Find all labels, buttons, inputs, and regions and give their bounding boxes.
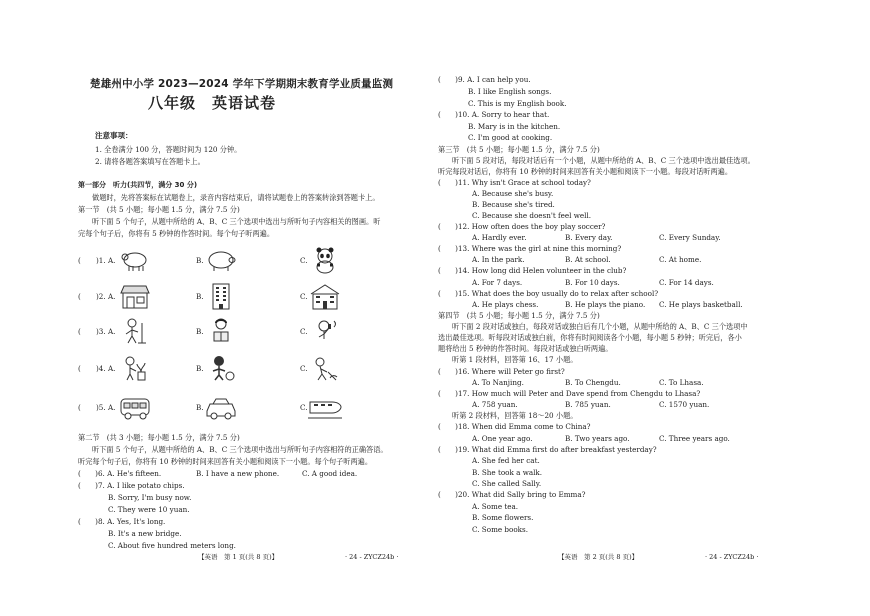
- option-label-b: B.: [196, 327, 204, 336]
- section3-desc: 听完每段对话后，你将有 10 秒钟的时间来回答有关小题和阅读下一小题。每段对话听两遍。: [438, 167, 733, 176]
- option-label-c: C.: [300, 256, 308, 265]
- option-c: C. To Lhasa.: [659, 378, 704, 387]
- option-b: B. It's a new bridge.: [108, 529, 182, 538]
- section4-desc: 听下面 2 段对话或独白，每段对话或独白后有几个小题，从题中所给的 A、B、C 三个选项中: [452, 322, 748, 331]
- question-6: ( )6. A. He's fifteen.: [78, 469, 162, 478]
- option-a: A. To Nanjing.: [472, 378, 524, 387]
- option-c: C. 1570 yuan.: [659, 400, 710, 409]
- section2-title: 第二节 (共 3 小题；每小题 1.5 分，满分 7.5 分): [78, 433, 240, 442]
- option-label-c: C.: [300, 292, 308, 301]
- option-label-b: B.: [196, 292, 204, 301]
- question-10: ( )10. A. Sorry to hear that.: [438, 110, 550, 119]
- girl-on-phone-icon: [308, 317, 342, 345]
- car-icon: [204, 393, 238, 421]
- answer-paren: (: [78, 403, 81, 412]
- section1-title: 第一节 (共 5 小题；每小题 1.5 分，满分 7.5 分): [78, 205, 240, 214]
- option-b: B. Sorry, I'm busy now.: [108, 493, 192, 502]
- option-c: C. I'm good at cooking.: [468, 133, 553, 142]
- option-b: B. Two years ago.: [565, 434, 630, 443]
- answer-paren: (: [78, 256, 81, 265]
- material-2: 听第 2 段材料，回答第 18～20 小题。: [452, 411, 578, 420]
- girl-with-plant-icon: [118, 354, 152, 382]
- option-b: B. To Chengdu.: [565, 378, 621, 387]
- section2-desc: 听下面 5 个句子，从题中所给的 A、B、C 三个选项中选出与所听句子内容相符的正确答语。: [92, 445, 388, 454]
- page-footer: 【英语 第 2 页(共 8 页)】: [558, 553, 639, 561]
- apartment-building-icon: [204, 282, 238, 310]
- notice-heading: 注意事项：: [95, 131, 133, 140]
- option-a: A. Some tea.: [472, 502, 519, 511]
- exam-title: 楚雄州中小学 2023—2024 学年下学期期末教育学业质量监测: [90, 78, 394, 90]
- exam-subtitle: 八年级 英语试卷: [148, 94, 277, 112]
- question-9: ( )9. A. I can help you.: [438, 75, 531, 84]
- question-7: ( )7. A. I like potato chips.: [78, 481, 185, 490]
- question-number: )5. A.: [96, 403, 116, 412]
- option-a: A. In the park.: [472, 255, 525, 264]
- option-c: C. About five hundred meters long.: [108, 541, 236, 550]
- question-17: ( )17. How much will Peter and Dave spend from Chengdu to Lhasa?: [438, 389, 701, 398]
- option-b: B. I have a new phone.: [196, 469, 280, 478]
- option-c: C. They were 10 yuan.: [108, 505, 190, 514]
- section4-title: 第四节 (共 5 小题；每小题 1.5 分，满分 7.5 分): [438, 311, 600, 320]
- option-c: C. He plays basketball.: [659, 300, 743, 309]
- option-c: C. At home.: [659, 255, 702, 264]
- page-right: [435, 0, 870, 616]
- option-a: A. For 7 days.: [472, 278, 523, 287]
- option-c: C. This is my English book.: [468, 99, 567, 108]
- option-c: C. Because she doesn't feel well.: [472, 211, 592, 220]
- part1-intro: 做题时，先将答案标在试题卷上，录音内容结束后，请将试题卷上的答案转涂到答题卡上。: [92, 193, 380, 202]
- option-label-b: B.: [196, 364, 204, 373]
- section2-desc: 听完每个句子后，你将有 10 秒钟的时间来回答有关小题和阅读下一小题。每个句子听两遍。: [78, 457, 373, 466]
- option-b: B. Some flowers.: [472, 513, 534, 522]
- option-b: B. For 10 days.: [565, 278, 620, 287]
- section1-desc: 完每个句子后，你将有 5 秒钟的作答时间。每个句子听两遍。: [78, 229, 275, 238]
- question-number: )2. A.: [96, 292, 116, 301]
- option-a: A. Hardly ever.: [472, 233, 527, 242]
- option-b: B. At school.: [565, 255, 611, 264]
- question-12: ( )12. How often does the boy play soccer?: [438, 222, 606, 231]
- child-with-ball-icon: [204, 354, 238, 382]
- question-15: ( )15. What does the boy usually do to relax after school?: [438, 289, 659, 298]
- option-a: A. He plays chess.: [472, 300, 539, 309]
- page-code: · 24 - ZYCZ24b ·: [705, 553, 759, 561]
- option-a: A. One year ago.: [472, 434, 533, 443]
- question-8: ( )8. A. Yes, It's long.: [78, 517, 166, 526]
- question-16: ( )16. Where will Peter go first?: [438, 367, 565, 376]
- girl-reading-icon: [204, 317, 238, 345]
- section4-desc: 题将给出 5 秒钟的作答时间。每段对话或独白听两遍。: [438, 344, 613, 353]
- page-code: · 24 - ZYCZ24b ·: [345, 553, 399, 561]
- section3-title: 第三节 (共 5 小题；每小题 1.5 分，满分 7.5 分): [438, 145, 600, 154]
- option-a: A. She fed her cat.: [472, 456, 540, 465]
- question-14: ( )14. How long did Helen volunteer in the club?: [438, 266, 627, 275]
- question-13: ( )13. Where was the girl at nine this morning?: [438, 244, 622, 253]
- option-a: A. 758 yuan.: [472, 400, 518, 409]
- option-b: B. She took a walk.: [472, 468, 543, 477]
- girl-cleaning-icon: [118, 317, 152, 345]
- answer-paren: (: [78, 292, 81, 301]
- option-c: C. She called Sally.: [472, 479, 542, 488]
- option-b: B. He plays the piano.: [565, 300, 646, 309]
- question-11: ( )11. Why isn't Grace at school today?: [438, 178, 591, 187]
- part1-heading: 第一部分 听力(共四节，满分 30 分): [78, 181, 198, 189]
- option-c: C. A good idea.: [302, 469, 358, 478]
- option-label-c: C.: [300, 327, 308, 336]
- section1-desc: 听下面 5 个句子，从题中所给的 A、B、C 三个选项中选出与所听句子内容相关的图画。听: [92, 217, 381, 226]
- option-c: C. Some books.: [472, 525, 529, 534]
- section4-desc: 选出最佳选项。听每段对话或独白前，你将有时间阅读各个小题，每小题 5 秒钟；听完后，各小: [438, 333, 742, 342]
- answer-paren: (: [78, 327, 81, 336]
- option-b: B. 785 yuan.: [565, 400, 611, 409]
- option-c: C. Every Sunday.: [659, 233, 721, 242]
- shop-icon: [118, 282, 152, 310]
- question-number: )1. A.: [96, 256, 116, 265]
- boy-gardening-icon: [308, 354, 342, 382]
- question-20: ( )20. What did Sally bring to Emma?: [438, 490, 586, 499]
- option-label-c: C.: [300, 364, 308, 373]
- option-b: B. I like English songs.: [468, 87, 552, 96]
- option-b: B. Mary is in the kitchen.: [468, 122, 561, 131]
- option-b: B. Because she's tired.: [472, 200, 555, 209]
- pig-icon: [204, 246, 238, 274]
- notice-item: 1. 全卷满分 100 分，答题时间为 120 分钟。: [95, 145, 242, 154]
- question-number: )3. A.: [96, 327, 116, 336]
- panda-icon: [308, 246, 342, 274]
- high-speed-train-icon: [308, 393, 342, 421]
- page-footer: 【英语 第 1 页(共 8 页)】: [198, 553, 279, 561]
- notice-item: 2. 请将各题答案填写在答题卡上。: [95, 157, 205, 166]
- question-19: ( )19. What did Emma first do after breakfast yesterday?: [438, 445, 657, 454]
- section3-desc: 听下面 5 段对话，每段对话后有一个小题，从题中所给的 A、B、C 三个选项中选出最佳选项。: [452, 156, 755, 165]
- option-c: C. Three years ago.: [659, 434, 730, 443]
- material-1: 听第 1 段材料，回答第 16、17 小题。: [452, 355, 578, 364]
- option-label-b: B.: [196, 403, 204, 412]
- option-c: C. For 14 days.: [659, 278, 714, 287]
- answer-paren: (: [78, 364, 81, 373]
- option-label-b: B.: [196, 256, 204, 265]
- option-label-c: C.: [300, 403, 308, 412]
- option-a: A. Because she's busy.: [472, 189, 554, 198]
- school-building-icon: [308, 282, 342, 310]
- question-number: )4. A.: [96, 364, 116, 373]
- sheep-icon: [118, 246, 152, 274]
- option-b: B. Every day.: [565, 233, 613, 242]
- question-18: ( )18. When did Emma come to China?: [438, 422, 591, 431]
- bus-icon: [118, 393, 152, 421]
